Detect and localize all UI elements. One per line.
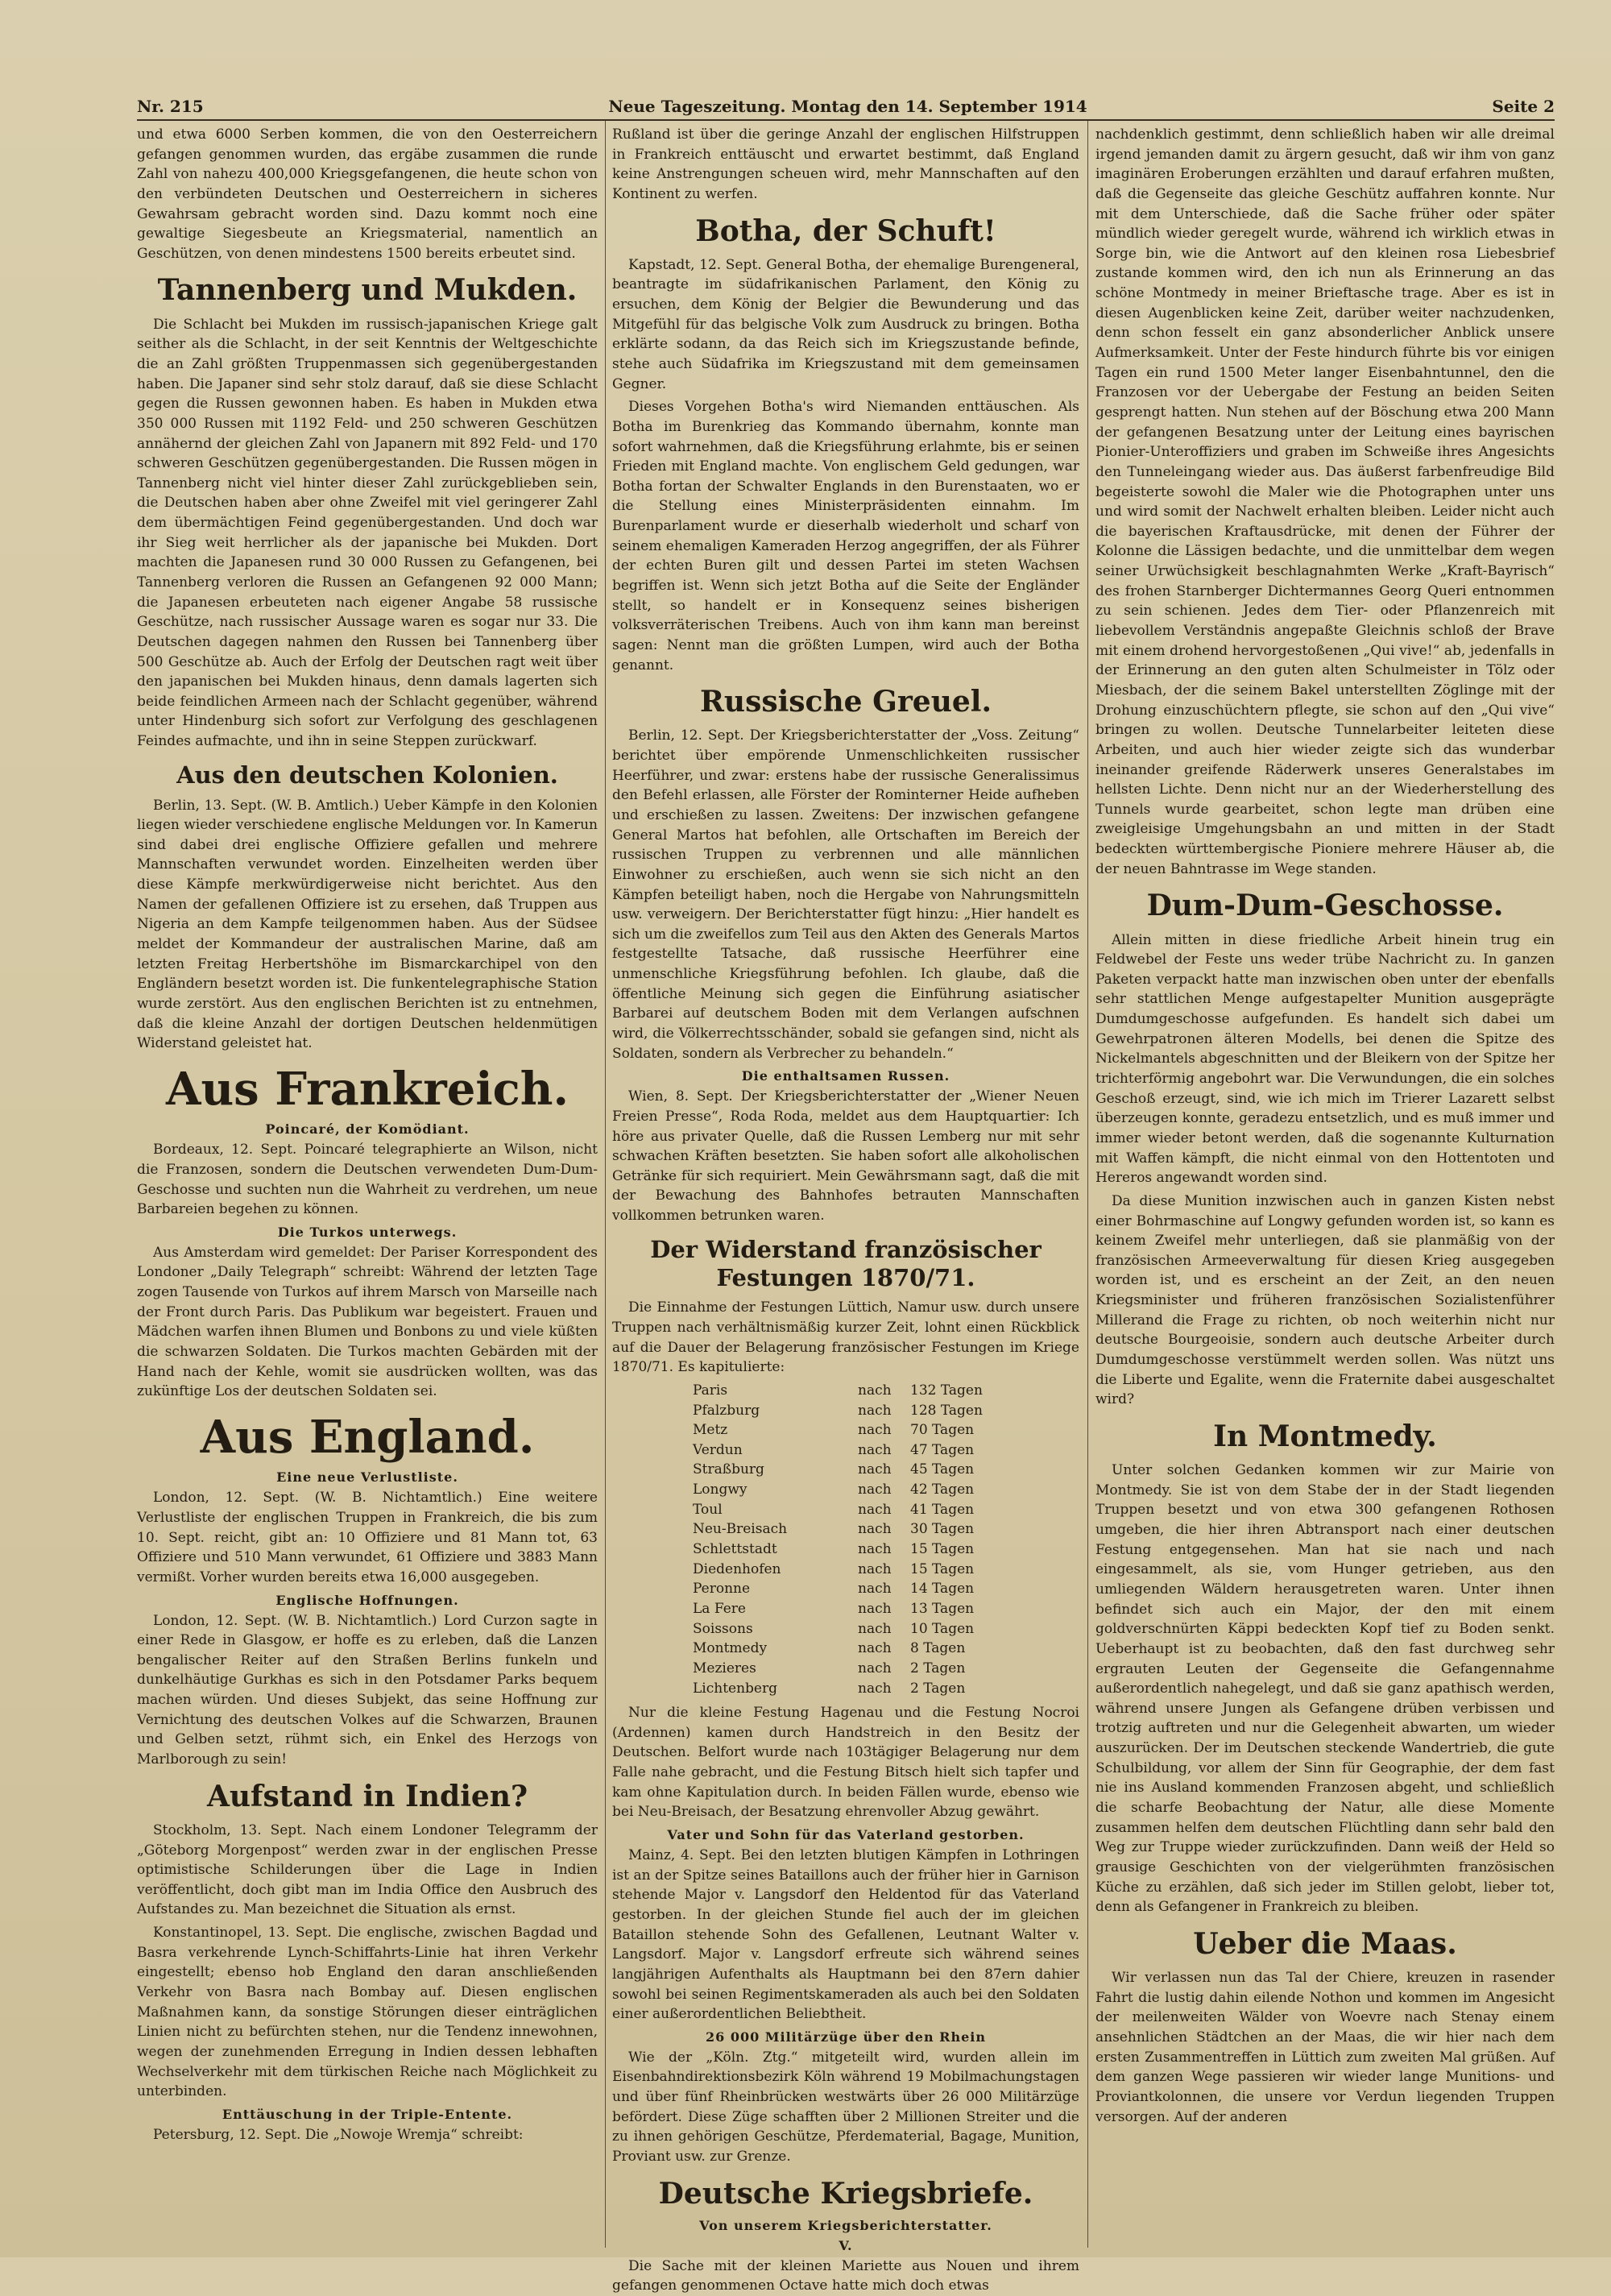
article-poincare: Bordeaux, 12. Sept. Poincaré telegraphierte an Wilson, nicht die Franzosen, sondern die Deutschen verwendeten Dum-Dum-Geschosse und suchten nun die Wahrheit zu verdrehen, um neue Barbareien begehen zu können. [137, 1142, 598, 1218]
fortress-nach: nach [858, 1680, 892, 1697]
fortress-nach: nach [858, 1620, 892, 1637]
fortress-ort: Verdun [693, 1441, 743, 1458]
fortress-row [693, 1579, 999, 1599]
fortress-dauer: 70 Tagen [910, 1422, 975, 1439]
fortress-ort: Neu-Breisach [693, 1521, 788, 1538]
subhead-poincare: Poincaré, der Komödiant. [265, 1121, 470, 1138]
column-2-intro: Rußland ist über die geringe Anzahl der englischen Hilfstruppen in Frankreich enttäuscht und erwartet bestimmt, daß England keine Anstrengungen scheuen wird, mehr Mannschaften auf den Kontinent zu werfen. [612, 126, 1079, 202]
newspaper-title-date: Neue Tageszeitung. Montag den 14. September 1914 [608, 97, 1087, 116]
fortress-nach: nach [858, 1521, 892, 1538]
fortress-ort: Lichtenberg [693, 1680, 777, 1697]
fortress-nach: nach [858, 1541, 892, 1558]
article-militaerzuege: Wie der „Köln. Ztg.“ mitgeteilt wird, wurden allein im Eisenbahndirektionsbezirk Köln während 19 Mobilmachungstagen und über fünf Rheinbrücken westwärts über 26 000 Militärzüge befördert. Diese Züge schafften über 2 Millionen Streiter und die zu ihnen gehörigen Geschütze, Pferdematerial, Bagage, Munition, Proviant usw. zur Grenze. [612, 2049, 1079, 2165]
fortress-row [693, 1679, 999, 1699]
fortress-nach: nach [858, 1660, 892, 1676]
fortress-dauer: 2 Tagen [910, 1680, 966, 1697]
headline-festungen: Der Widerstand französischer Festungen 1870/71. [650, 1235, 1042, 1291]
fortress-ort: Longwy [693, 1482, 748, 1498]
fortress-row [693, 1560, 999, 1580]
fortress-row [693, 1460, 999, 1480]
article-maas: Wir verlassen nun das Tal der Chiere, kreuzen in rasender Fahrt die lustig dahin eilende Nothon und kommen im Angesicht der meilenweiten Wälder von Woevre nach Stenay einem ansehnlichen Städtchen an der Maas, die wir hier nach dem ersten Zusammentreffen in Lüttich zum zweiten Mal grüßen. Auf dem ganzen Wege passieren wir wieder lange Munitions- und Proviantkolonnen, die unsere vor Verdun liegenden Truppen versorgen. Auf der anderen [1095, 1970, 1555, 2125]
fortress-dauer: 45 Tagen [910, 1461, 975, 1478]
article-verlustliste: London, 12. Sept. (W. B. Nichtamtlich.) Eine weitere Verlustliste der englischen Truppen in Frankreich, die bis zum 10. Sept. reicht, gibt an: 10 Offiziere und 81 Mann tot, 63 Offiziere und 510 Mann verwundet, 61 Offiziere und 3883 Mann vermißt. Vorher wurden bereits etwa 16,000 ausgegeben. [137, 1490, 598, 1585]
fortress-nach: nach [858, 1640, 892, 1657]
issue-number: Nr. 215 [137, 97, 204, 116]
article-russen: Wien, 8. Sept. Der Kriegsberichterstatter der „Wiener Neuen Freien Presse“, Roda Roda, meldet aus dem Hauptquartier: Ich höre aus privater Quelle, daß die Russen Lemberg nur mit sehr schwachen Kräften besetzten. Sie haben sofort alle alkoholischen Getränke für sich requiriert. Mein Gewährsmann sagt, daß die mit der Bewachung des Bahnhofes betrauten Mannschaften vollkommen betrunken waren. [612, 1088, 1079, 1225]
fortress-nach: nach [858, 1581, 892, 1598]
article-turkos: Aus Amsterdam wird gemeldet: Der Pariser Korrespondent des Londoner „Daily Telegraph“ schreibt: Während der letzten Tage zogen Tausende von Turkos auf ihrem Marsch von Marseille nach der Front durch Paris. Das Publikum war begeistert. Frauen und Mädchen warfen ihnen Blumen und Bonbons zu und viele küßten die schwarzen Soldaten. Die Turkos machten Gebärden mit der Hand nach der Kehle, womit sie ausdrücken wollten, was das zukünftige Los der deutschen Soldaten sei. [137, 1244, 598, 1400]
fortress-row [693, 1599, 999, 1619]
fortress-dauer: 15 Tagen [910, 1560, 975, 1577]
fortress-dauer: 30 Tagen [910, 1521, 975, 1538]
article-kolonien: Berlin, 13. Sept. (W. B. Amtlich.) Ueber Kämpfe in den Kolonien liegen wieder verschiedene englische Meldungen vor. In Kamerun sind dabei drei englische Offiziere gefallen und mehrere Mannschaften verwundet worden. Einzelheiten werden über diese Kämpfe merkwürdigerweise nicht berichtet. Aus den Namen der gefallenen Offiziere ist zu ersehen, daß Truppen aus Nigeria an dem Kampfe teilgenommen haben. Aus der Südsee meldet der Kommandeur der australischen Marine, daß am letzten Freitag Herbertshöhe im Bismarckarchipel von den Engländern besetzt worden ist. Die funkentelegraphische Station wurde zerstört. Aus den englischen Berichten ist zu entnehmen, daß die kleine Anzahl der dortigen Deutschen heldenmütigen Widerstand geleistet hat. [137, 797, 598, 1052]
article-triple-entente: Petersburg, 12. Sept. Die „Nowoje Wremja“ schreibt: [153, 2126, 524, 2143]
fortress-row [693, 1659, 999, 1679]
fortress-nach: nach [858, 1501, 892, 1518]
headline-kolonien: Aus den deutschen Kolonien. [176, 760, 558, 789]
article-dumdum-1: Allein mitten in diese friedliche Arbeit hinein trug ein Feldwebel der Feste uns weder trübe Nachricht zu. In ganzen Paketen verpackt hatte man inzwischen oben unter der ebenfalls sehr stattlichen Menge aufgestapelter Munition ausgeprägte Dumdumgeschosse aufgefunden. Es handelt sich dabei um Gewehrpatronen älteren Modells, bei denen die Spitze des Nickelmantels abgeschnitten und der Bleikern von der Spitze her trichterförmig angebohrt war. Die Verwundungen, die ein solches Geschoß erzeugt, sind, wie ich mich im Trierer Lazarett selbst überzeugen konnte, geradezu entsetzlich, und es muß immer und immer wieder betont werden, daß die sogenannte Kulturnation mit Waffen kämpft, die nicht einmal von den Hottentoten und Hereros angewandt worden sind. [1095, 931, 1555, 1187]
fortress-row [693, 1420, 999, 1440]
headline-tannenberg: Tannenberg und Mukden. [157, 273, 578, 308]
fortress-dauer: 47 Tagen [910, 1441, 975, 1458]
fortress-ort: Paris [693, 1382, 728, 1399]
fortress-row [693, 1519, 999, 1540]
fortress-nach: nach [858, 1441, 892, 1458]
subhead-kriegsbriefe: Von unserem Kriegsberichterstatter. [699, 2217, 992, 2233]
fortress-nach: nach [858, 1600, 892, 1617]
fortress-ort: Metz [693, 1422, 728, 1439]
headline-dumdum: Dum-Dum-Geschosse. [1146, 889, 1504, 923]
fortress-nach: nach [858, 1560, 892, 1577]
fortress-row [693, 1440, 999, 1461]
fortress-ort: Pfalzburg [693, 1402, 760, 1419]
article-dumdum-2: Da diese Munition inzwischen auch in ganzen Kisten nebst einer Bohrmaschine auf Longwy gefunden worden ist, so kann es keinem Zweifel mehr unterliegen, daß sie planmäßig von der französischen Armeeverwaltung für diesen Krieg ausgegeben worden ist, und es erscheint an der Zeit, an den neuen Kriegsminister und früheren französischen Sozialistenführer Millerand die Frage zu richten, ob noch weiterhin nicht nur deutsche Bourgeoisie, sondern auch deutsche Arbeiter durch Dumdumgeschosse verstümmelt werden sollen. Was nützt uns die Liberte und Egalite, wenn die Fraternite dabei ausgeschaltet wird? [1095, 1192, 1555, 1408]
subhead-verlustliste: Eine neue Verlustliste. [276, 1469, 458, 1486]
column-2 [612, 125, 1080, 2294]
article-festungen-intro: Die Einnahme der Festungen Lüttich, Namur usw. durch unsere Truppen nach verhältnismäßig kurzer Zeit, lohnt einen Rückblick auf die Dauer der Belagerung französischer Festungen im Kriege 1870/71. Es kapitulierte: [612, 1299, 1079, 1376]
fortress-dauer: 41 Tagen [910, 1501, 975, 1518]
fortress-dauer: 132 Tagen [910, 1382, 983, 1399]
headline-greuel: Russische Greuel. [699, 685, 992, 719]
fortress-ort: Montmedy [693, 1640, 768, 1657]
article-kriegsbriefe: Die Sache mit der kleinen Mariette aus Nouen und ihrem gefangen genommenen Octave hatte mich doch etwas [612, 2257, 1079, 2294]
fortress-dauer: 13 Tagen [910, 1600, 975, 1617]
fortress-dauer: 8 Tagen [910, 1640, 966, 1657]
fortress-ort: La Fere [693, 1600, 746, 1617]
fortress-dauer: 15 Tagen [910, 1541, 975, 1558]
fortress-ort: Straßburg [693, 1461, 764, 1478]
fortress-row [693, 1639, 999, 1659]
headline-kriegsbriefe: Deutsche Kriegsbriefe. [658, 2176, 1033, 2211]
article-festungen-outro: Nur die kleine Festung Hagenau und die Festung Nocroi (Ardennen) kamen durch Handstreich in den Besitz der Deutschen. Belfort wurde nach 103tägiger Belagerung nur dem Falle nahe gebracht, und die Festung Bitsch hielt sich tapfer und kam ohne Kapitulation durch. In beiden Fällen wurde, ebenso wie bei Neu-Breisach, der Besatzung ehrenvoller Abzug gewährt. [612, 1705, 1079, 1821]
subhead-hoffnungen: Englische Hoffnungen. [275, 1592, 459, 1608]
headline-montmedy: In Montmedy. [1213, 1419, 1437, 1453]
fortress-row [693, 1500, 999, 1520]
column-3 [1095, 125, 1555, 2252]
fortress-dauer: 2 Tagen [910, 1660, 966, 1676]
article-indien-1: Stockholm, 13. Sept. Nach einem Londoner Telegramm der „Göteborg Morgenpost“ werden zwar in der englischen Presse optimistische Schilderungen über die Lage in Indien veröffentlicht, doch gibt man im India Office den Ausbruch des Aufstandes zu. Man bezeichnet die Situation als ernst. [137, 1821, 598, 1918]
headline-botha: Botha, der Schuft! [695, 213, 996, 248]
column-divider-1 [605, 121, 606, 2248]
fortress-row [693, 1619, 999, 1639]
fortress-dauer: 10 Tagen [910, 1620, 975, 1637]
fortress-nach: nach [858, 1402, 892, 1419]
headline-england: Aus England. [200, 1410, 535, 1464]
fortress-ort: Peronne [693, 1581, 751, 1598]
fortress-nach: nach [858, 1382, 892, 1399]
column-1 [137, 125, 598, 2252]
article-montmedy: Unter solchen Gedanken kommen wir zur Mairie von Montmedy. Sie ist von dem Stabe der in der Stadt liegenden Truppen besetzt und von etwa 300 gefangenen Rothosen umgeben, die hier ihren Abtransport nach einer deutschen Festung entgegensehen. Man hat sie nach und nach eingesammelt, als sie, vom Hunger getrieben, aus den umliegenden Wäldern herausgetreten waren. Unter ihnen befindet sich auch ein Major, der den mit einem goldverschnürten Käppi bedeckten Kopf tief zu Boden senkt. Ueberhaupt ist zu beobachten, daß den fast durchweg sehr ergrauten Leuten der Gegenseite die Gefangennahme außerordentlich nahegelegt, und daß sie ganz apathisch werden, während unsere Jungen als Gefangene drüben verbissen und trotzig auftreten und nur die Gelegenheit abwarten, um wieder auszurücken. Der im Deutschen steckende Wandertrieb, die gute Schulbildung, vor allem der Sinn für Geographie, der dem fast nie ins Ausland kommenden Franzosen abgeht, und schließlich die scharfe Beobachtung der Natur, alle diese Momente zusammen helfen dem deutschen Flüchtling dann sehr bald den Weg zur Truppe wieder zurückzufinden. Dann weiß der Held so grausige Geschichten von der vielgerühmten französischen Küche zu erzählen, daß sich jeder im Stillen gelobt, lieber tot, denn als Gefangener in Frankreich zu bleiben. [1095, 1462, 1555, 1916]
fortress-ort: Diedenhofen [693, 1560, 781, 1577]
headline-indien: Aufstand in Indien? [206, 1779, 528, 1813]
fortress-table [693, 1381, 999, 1698]
column-1-intro: und etwa 6000 Serben kommen, die von den Oesterreichern gefangen genommen wurden, das ergäbe zusammen die runde Zahl von nahezu 400,000 Kriegsgefangenen, die heute schon von den verbündeten Deutschen und Oesterreichern in sicheres Gewahrsam gebracht worden sind. Dazu kommt noch eine gewaltige Siegesbeute an Kriegsmaterial, namentlich an Geschützen, von denen mindestens 1500 bereits erbeutet sind. [137, 126, 598, 262]
fortress-row [693, 1381, 999, 1401]
subhead-militaerzuege: 26 000 Militärzüge über den Rhein [706, 2029, 986, 2045]
fortress-nach: nach [858, 1482, 892, 1498]
fortress-ort: Schlettstadt [693, 1541, 777, 1558]
article-hoffnungen: London, 12. Sept. (W. B. Nichtamtlich.) Lord Curzon sagte in einer Rede in Glasgow, er hoffe es zu erleben, daß die Lanzen bengalischer Reiter auf den Straßen Berlins funkeln und dunkelhäutige Gurkhas es sich in den Potsdamer Parks bequem machen würden. Und dieses Subjekt, das seine Hoffnung zur Vernichtung des deutschen Volkes auf die Schwarzen, Braunen und Gelben setzt, rühmt sich, ein Enkel des Herzogs von Marlborough zu sein! [137, 1612, 598, 1768]
page-number: Seite 2 [1492, 97, 1555, 116]
fortress-dauer: 42 Tagen [910, 1482, 975, 1498]
fortress-ort: Toul [693, 1501, 723, 1518]
article-botha-1: Kapstadt, 12. Sept. General Botha, der ehemalige Burengeneral, beantragte im südafrikanischen Parlament, den König zu ersuchen, dem König der Belgier die Bewunderung und das Mitgefühl für das belgische Volk zum Ausdruck zu bringen. Botha erklärte sodann, da das Reich sich im Kriegszustande befinde, stehe auch Südafrika im Kriegszustand mit dem gemeinsamen Gegner. [612, 256, 1079, 392]
page-header [137, 84, 1555, 116]
headline-frankreich: Aus Frankreich. [166, 1062, 569, 1116]
subhead-triple-entente: Enttäuschung in der Triple-Entente. [222, 2106, 513, 2122]
fortress-nach: nach [858, 1422, 892, 1439]
article-botha-2: Dieses Vorgehen Botha's wird Niemanden enttäuschen. Als Botha im Burenkrieg das Kommando übernahm, konnte man sofort wahrnehmen, daß die Kriegsführung erlahmte, bis er seinen Frieden mit England machte. Von englischem Geld gedungen, war Botha fortan der Schwalter Englands in den Burenstaaten, wo er die Stellung eines Ministerpräsidenten einnahm. Im Burenparlament wurde er dieserhalb wiederholt und scharf von seinem ehemaligen Kameraden Herzog angegriffen, der als Führer der echten Buren gilt und dessen Partei im steten Wachsen begriffen ist. Wenn sich jetzt Botha auf die Seite der Engländer stellt, so handelt er in Konsequenz seines bisherigen volksverräterischen Treibens. Auch von ihm kann man bereinst sagen: Nennt man die größten Lumpen, wird auch der Botha genannt. [612, 399, 1079, 673]
headline-maas: Ueber die Maas. [1193, 1926, 1457, 1961]
fortress-row [693, 1401, 999, 1421]
fortress-row [693, 1540, 999, 1560]
fortress-ort: Soissons [693, 1620, 753, 1637]
column-divider-2 [1087, 121, 1088, 2248]
article-greuel: Berlin, 12. Sept. Der Kriegsberichterstatter der „Voss. Zeitung“ berichtet über empörende Unmenschlichkeiten russischer Heerführer, und zwar: erstens habe der russische Generalissimus den Befehl erlassen, alle Förster der Rominterner Heide aufheben und erschießen zu lassen. Zweitens: Der inzwischen gefangene General Martos hat befohlen, alle Ortschaften im Bereich der russischen Truppen zu verbrennen und alle männlichen Einwohner zu erschießen, auch wenn sie sich nicht an den Kämpfen beteiligt haben, noch die Hergabe von Nahrungsmitteln usw. verweigern. Der Berichterstatter fügt hinzu: „Hier handelt es sich um die zweifellos zum Teil aus den Akten des Generals Martos festgestellte Tatsache, daß russische Heerführer eine unmenschliche Kriegsführung befohlen. Ich glaube, daß die öffentliche Meinung sich gegen die Einführung asiatischer Barbarei auf deutschem Boden mit dem Verlangen aufschnen wird, die Völkerrechtsschänder, sobald sie gefangen sind, nicht als Soldaten, sondern als Verbrecher zu behandeln.“ [612, 727, 1080, 1062]
header-rule [137, 119, 1555, 121]
fortress-ort: Mezieres [693, 1660, 756, 1676]
article-vater-sohn: Mainz, 4. Sept. Bei den letzten blutigen Kämpfen in Lothringen ist an der Spitze seines Bataillons auch der früher hier in Garnison stehende Major v. Langsdorf den Heldentod für das Vaterland gestorben. In der gleichen Stunde fiel auch der im gleichen Bataillon stehende Sohn des Gefallenen, Leutnant Walter v. Langsdorf. Major v. Langsdorf erfreute sich während seines langjährigen Aufenthalts als Hauptmann bei den 87ern dahier sowohl bei seinen Regimentskameraden als auch bei den Soldaten einer außerordentlichen Beliebtheit. [612, 1847, 1079, 2023]
fortress-row [693, 1480, 999, 1500]
column-3-intro: nachdenklich gestimmt, denn schließlich haben wir alle dreimal irgend jemanden damit zu ärgern gesucht, daß wir ihm von ganz imaginären Eroberungen erzählten und darauf erfahren mußten, daß die Gegenseite das gleiche Geschütz auffahren konnte. Nur mit dem Unterschiede, daß die Sache früher oder später mündlich wieder geregelt wurde, während ich wirklich etwas in Sorge bin, wie die Antwort auf den kleinen rosa Liebesbrief zustande kommen wird, den ich nun als Erinnerung an das schöne Montmedy in meiner Brieftasche trage. Aber es ist in diesen Augenblicken keine Zeit, darüber weiter nachzudenken, denn schon fesselt ein ganz absonderlicher Anblick unsere Aufmerksamkeit. Unter der Feste hindurch führte bis vor einigen Tagen ein rund 1500 Meter langer Eisenbahntunnel, den die Franzosen vor der Uebergabe der Festung an beiden Seiten gesprengt hatten. Nun stehen auf der Böschung etwa 200 Mann der gefangenen Besatzung unter der Leitung eines bayrischen Pionier-Unteroffiziers und graben im Schweiße ihres Angesichts den Tunneleingang wieder aus. Das äußerst farbenfreudige Bild begeisterte sowohl die Maler wie die Photographen unter uns und wird somit der Nachwelt erhalten bleiben. Leider nicht auch die bayerischen Kraftausdrücke, mit denen der Führer der Kolonne die Lässigen bedachte, und die unmittelbar dem wegen seiner Urwüchsigkeit beschlagnahmten Werke „Kraft-Bayrisch“ des frohen Starnberger Dichtermannes Georg Queri entnommen zu sein schienen. Jedes dem Tier- oder Pflanzenreich mit liebevollem Verständnis angepaßte Gleichnis schloß der Brave mit einem drohend hervorgestoßenen „Qui vive!“ ab, jedenfalls in der Erinnerung an den guten alten Schulmeister in Tölz oder Miesbach, der die seinem Bakel unterstellten Zöglinge mit der Drohung einzuschüchtern pflegte, sie schon auf den „Qui vive“ bringen zu wollen. Deutsche Tunnelarbeiter leiteten diese Arbeiten, und auch hier wieder zeigte sich das wunderbar ineinander greifende Räderwerk unseres Generalstabes im hellsten Lichte. Denn nicht nur an der Wiederherstellung des Tunnels wurde gearbeitet, schon legte man drüben eine zweigleisige Umgehungsbahn an und mitten in der Stadt bedeckten württembergische Pioniere mehrere Häuser ab, die der neuen Bahntrasse im Wege standen. [1095, 126, 1555, 877]
subhead-russen: Die enthaltsamen Russen. [741, 1068, 950, 1084]
article-tannenberg: Die Schlacht bei Mukden im russisch-japanischen Kriege galt seither als die Schlacht, in der seit Kenntnis der Weltgeschichte die an Zahl größten Truppenmassen sich gegenübergestanden haben. Die Japaner sind sehr stolz darauf, daß sie diese Schlacht gegen die Russen gewonnen haben. Es haben in Mukden etwa 350 000 Russen mit 1192 Feld- und 250 schweren Geschützen annähernd der gleichen Zahl von Japanern mit 892 Feld- und 170 schweren Geschützen gegenübergestanden. Die Russen mögen in Tannenberg nicht viel hinter dieser Zahl zurückgeblieben sein, die Deutschen haben aber ohne Zweifel mit viel geringerer Zahl dem übermächtigen Feind gegenübergestanden. Und doch war ihr Sieg weit herrlicher als der japanische bei Mukden. Dort machten die Japanesen rund 30 000 Russen zu Gefangenen, bei Tannenberg verloren die Russen an Gefangenen 92 000 Mann; die Japanesen erbeuteten nach eigener Angabe 58 russische Geschütze, nach russischer Aussage waren es sogar nur 33. Die Deutschen dagegen nahmen den Russen bei Tannenberg über 500 Geschütze ab. Auch der Erfolg der Deutschen ragt weit über den japanischen bei Mukden hinaus, denn damals lagerten sich beide feindlichen Armeen nach der Schlacht gegenüber, während unter Hindenburg sich sofort zur Verfolgung des geschlagenen Feindes aufmachte, und ihn in seine Steppen zurückwarf. [137, 316, 598, 750]
fortress-dauer: 14 Tagen [910, 1581, 975, 1598]
fortress-nach: nach [858, 1461, 892, 1478]
subhead-turkos: Die Turkos unterwegs. [277, 1224, 458, 1240]
roman-numeral: V. [839, 2237, 853, 2253]
article-indien-2: Konstantinopel, 13. Sept. Die englische, zwischen Bagdad und Basra verkehrende Lynch-Schiffahrts-Linie hat ihren Verkehr eingestellt; ebenso hob England den daran anschließenden Verkehr von Basra nach Bombay auf. Diesen englischen Maßnahmen kann, da sonstige Störungen dieser einträglichen Linien nicht zu befürchten stehen, nur die Tendenz innewohnen, wegen der zunehmenden Erregung in Indien dessen lebhaften Wechselverkehr mit dem türkischen Reiche nach Möglichkeit zu unterbinden. [137, 1925, 598, 2100]
fortress-dauer: 128 Tagen [910, 1402, 983, 1419]
subhead-vater-sohn: Vater und Sohn für das Vaterland gestorben. [667, 1827, 1025, 1843]
